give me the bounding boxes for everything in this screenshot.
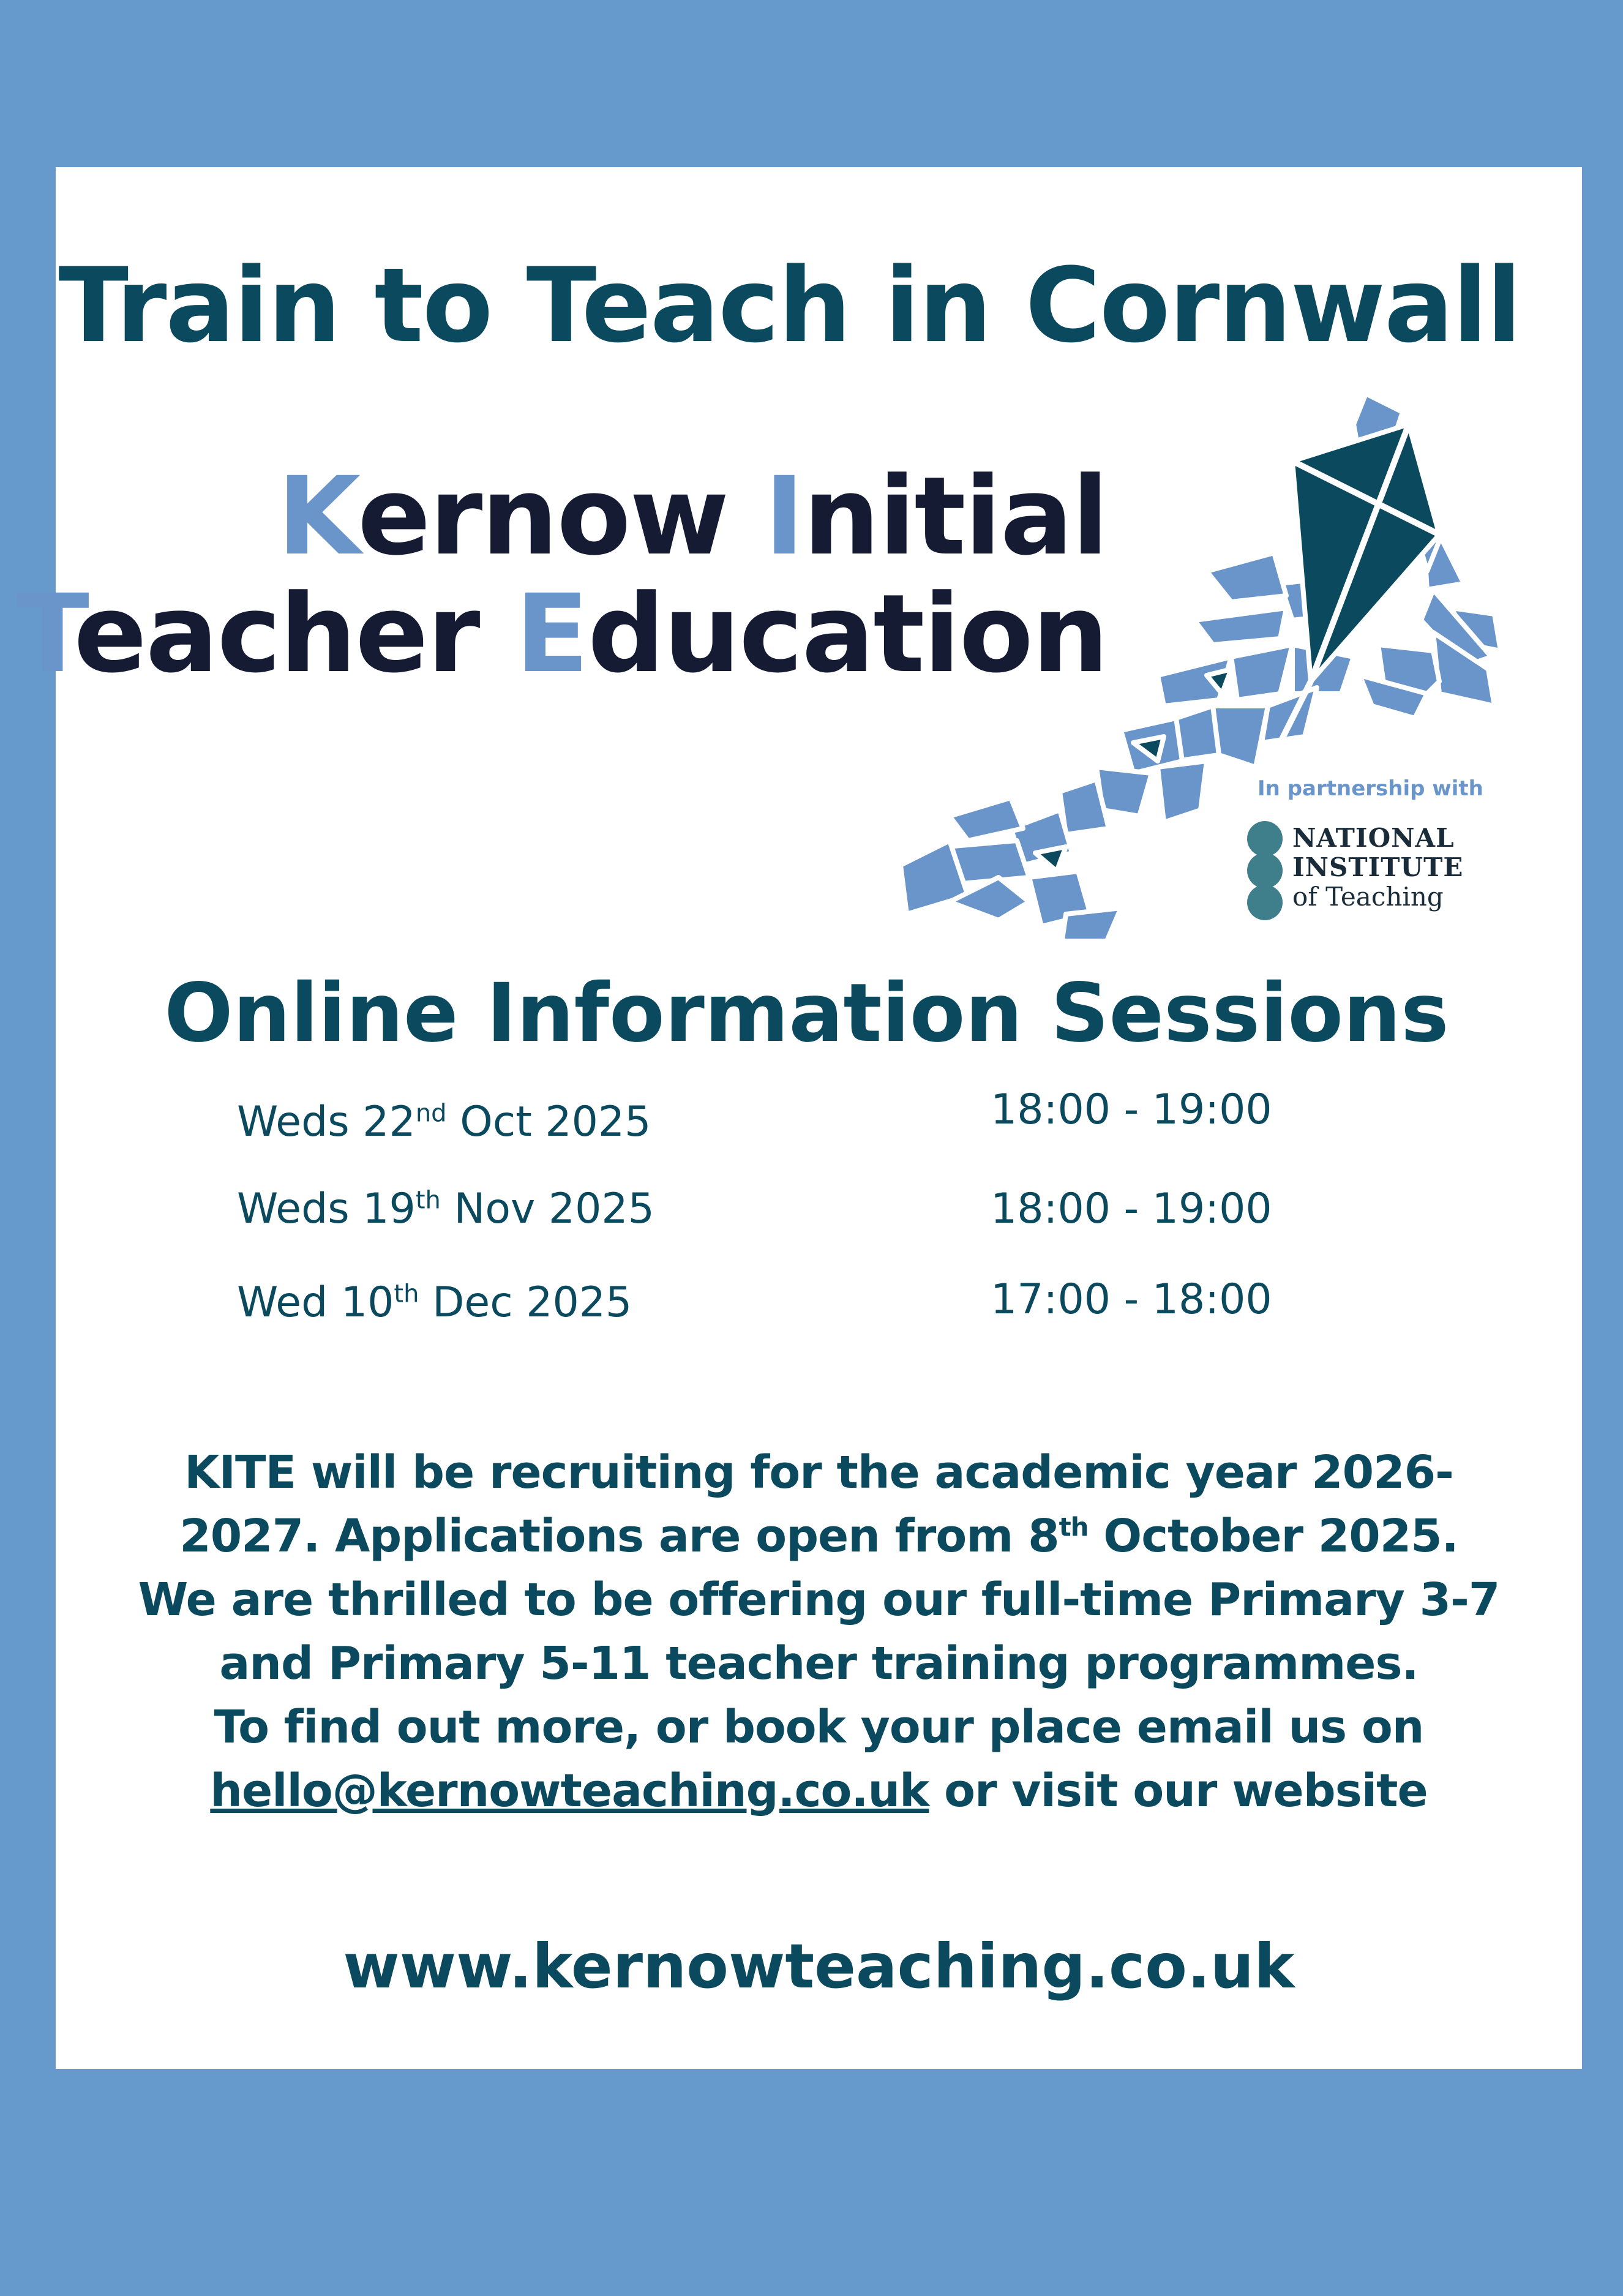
brand-eacher: eacher (73, 571, 515, 697)
brand-ducation: ducation (587, 571, 1108, 697)
partnership-label: In partnership with (1258, 776, 1483, 801)
email-link[interactable]: hello@kernowteaching.co.uk (210, 1765, 929, 1817)
brand-t: T (15, 571, 74, 697)
nit-logo-icon (1247, 821, 1283, 917)
session-date-1: Weds 22nd Oct 2025 (237, 1098, 651, 1146)
poster-panel (15, 167, 1582, 2069)
brand-nitial: nitial (803, 454, 1108, 579)
brand-k: K (277, 454, 358, 579)
page-title: Train to Teach in Cornwall (58, 246, 1521, 366)
brand-e: E (515, 571, 588, 697)
info-paragraph: KITE will be recruiting for the academic year 2026- 2027. Applications are open from 8th October 2025. We are thrilled to be offering our full-time Primary 3-7 and Primary 5-11 teacher training programmes. To find out more, or book your place email us on hello@kernowteaching.co.uk or visit our website (138, 1446, 1500, 1817)
session-time-3: 17:00 - 18:00 (991, 1275, 1272, 1324)
website-url[interactable]: www.kernowteaching.co.uk (343, 1930, 1295, 2002)
session-date-2: Weds 19th Nov 2025 (237, 1185, 654, 1233)
session-time-1: 18:00 - 19:00 (991, 1086, 1272, 1134)
session-date-3: Wed 10th Dec 2025 (237, 1278, 632, 1327)
session-time-2: 18:00 - 19:00 (991, 1185, 1272, 1233)
nit-name: NATIONAL INSTITUTE of Teaching (1292, 823, 1464, 912)
brand-i: I (764, 454, 803, 579)
brand-ernow: ernow (358, 454, 765, 579)
sessions-heading: Online Information Sessions (164, 966, 1449, 1060)
